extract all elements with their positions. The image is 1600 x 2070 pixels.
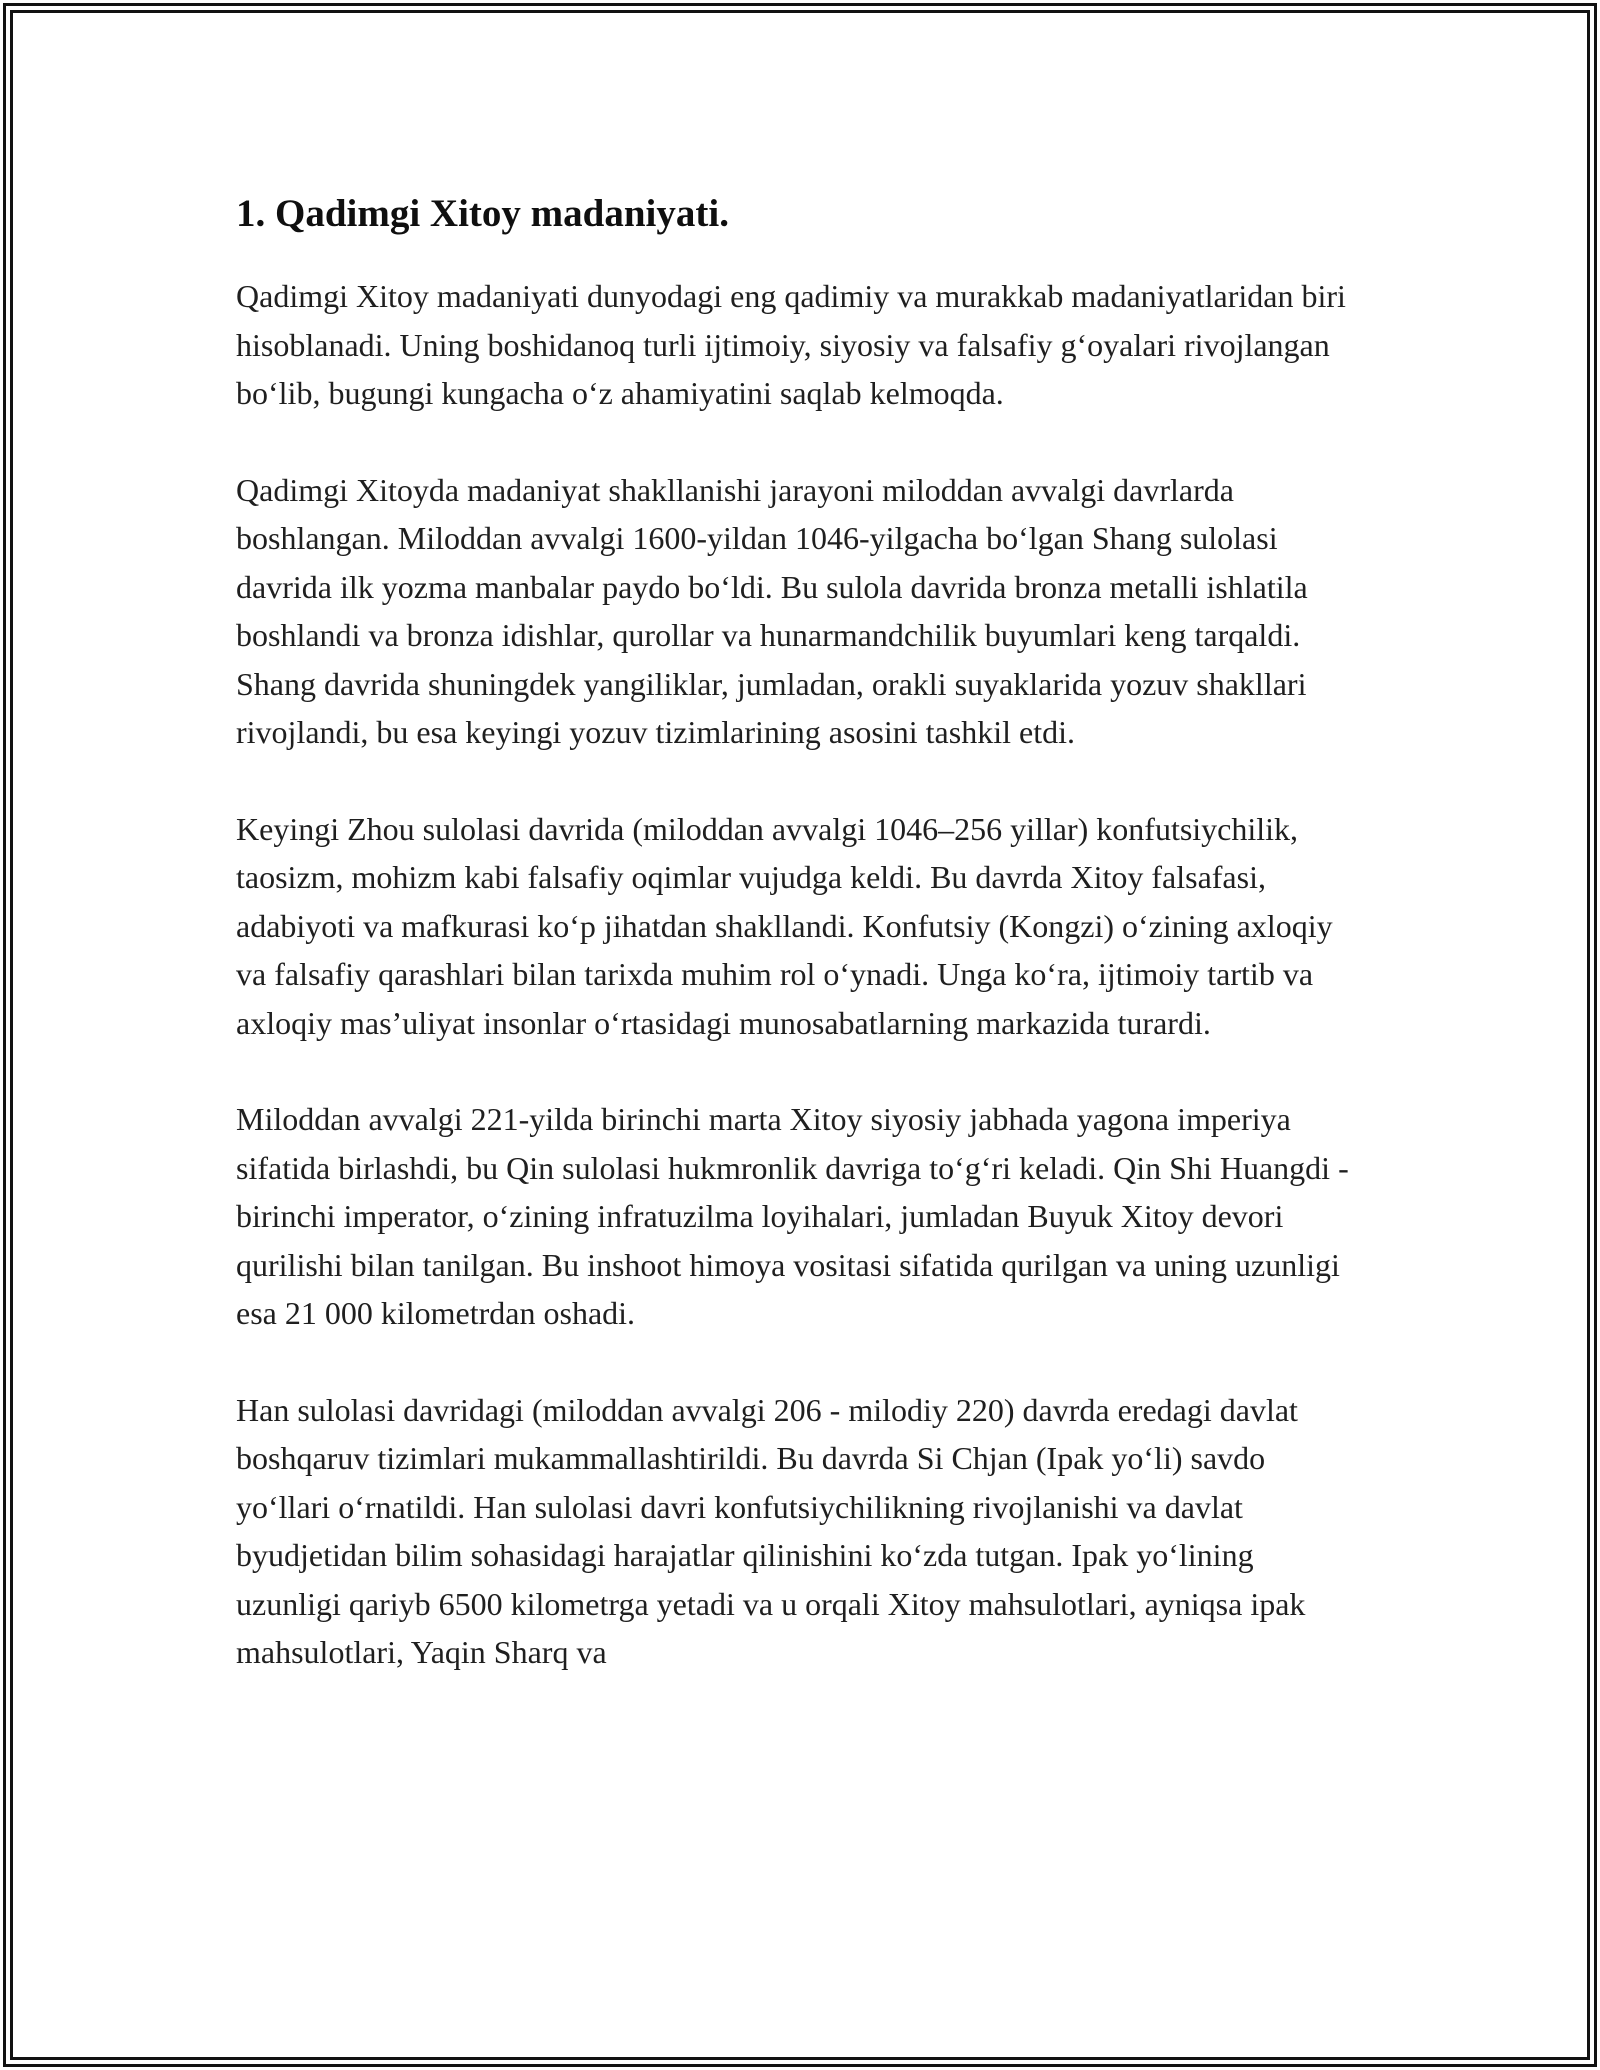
paragraph-zhou-dynasty: Keyingi Zhou sulolasi davrida (miloddan avvalgi 1046–256 yillar) konfutsiychilik, taosizm, mohizm kabi falsafiy oqimlar vujudga keldi. Bu davrda Xitoy falsafasi, adabiyoti va mafkurasi ko‘p jihatdan shakllandi. Konfutsiy (Kongzi) o‘zining axloqiy va falsafiy qarashlari bilan tarixda muhim rol o‘ynadi. Unga ko‘ra, ijtimoiy tartib va axloqiy mas’uliyat insonlar o‘rtasidagi munosabatlarning markazida turardi.	[236, 810, 1333, 1041]
section-heading: 1. Qadimgi Xitoy madaniyati.	[236, 192, 729, 235]
paragraph-qin-dynasty: Miloddan avvalgi 221-yilda birinchi marta Xitoy siyosiy jabhada yagona imperiya sifatida birlashdi, bu Qin sulolasi hukmronlik davriga to‘g‘ri keladi. Qin Shi Huangdi - birinchi imperator, o‘zining infratuzilma loyihalari, jumladan Buyuk Xitoy devori qurilishi bilan tanilgan. Bu inshoot himoya vositasi sifatida qurilgan va uning uzunligi esa 21 000 kilometrdan oshadi.	[236, 1101, 1349, 1331]
paragraph-intro: Qadimgi Xitoy madaniyati dunyodagi eng qadimiy va murakkab madaniyatlaridan biri hisoblanadi. Uning boshidanoq turli ijtimoiy, siyosiy va falsafiy g‘oyalari rivojlangan bo‘lib, bugungi kungacha o‘z ahamiyatini saqlab kelmoqda.	[236, 278, 1346, 411]
document-body	[236, 188, 1356, 1725]
paragraph-shang-dynasty: Qadimgi Xitoyda madaniyat shakllanishi jarayoni miloddan avvalgi davrlarda boshlangan. Miloddan avvalgi 1600-yildan 1046-yilgacha bo‘lgan Shang sulolasi davrida ilk yozma manbalar paydo bo‘ldi. Bu sulola davrida bronza metalli ishlatila boshlandi va bronza idishlar, qurollar va hunarmandchilik buyumlari keng tarqaldi. Shang davrida shuningdek yangiliklar, jumladan, orakli suyaklarida yozuv shakllari rivojlandi, bu esa keyingi yozuv tizimlarining asosini tashkil etdi.	[236, 471, 1308, 750]
paragraph-han-dynasty: Han sulolasi davridagi (miloddan avvalgi 206 - milodiy 220) davrda eredagi davlat boshqaruv tizimlari mukammallashtirildi. Bu davrda Si Chjan (Ipak yo‘li) savdo yo‘llari o‘rnatildi. Han sulolasi davri konfutsiychilikning rivojlanishi va davlat byudjetidan bilim sohasidagi harajatlar qilinishini ko‘zda tutgan. Ipak yo‘lining uzunligi qariyb 6500 kilometrga yetadi va u orqali Xitoy mahsulotlari, ayniqsa ipak mahsulotlari, Yaqin Sharq va	[236, 1391, 1306, 1670]
